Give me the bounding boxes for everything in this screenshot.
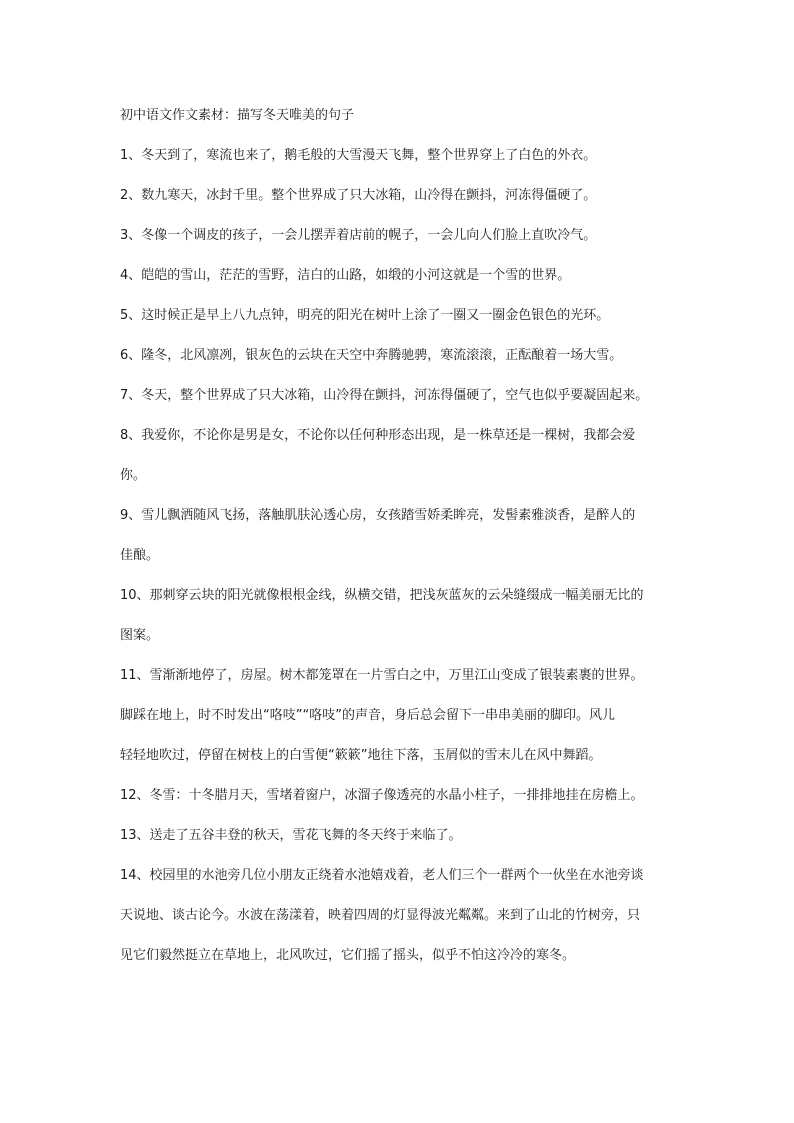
text-line: 4、皑皑的雪山，茫茫的雪野，洁白的山路，如缎的小河这就是一个雪的世界。 [120,268,571,283]
text-line: 12、冬雪：十冬腊月天，雪堵着窗户，冰溜子像透亮的水晶小柱子，一排排地挂在房檐上。 [120,788,644,803]
text-line: 6、隆冬，北风凛冽，银灰色的云块在天空中奔腾驰骋，寒流滚滚，正酝酿着一场大雪。 [120,348,623,363]
text-line: 脚踩在地上，时不时发出“咯吱”“咯吱”的声音，身后总会留下一串串美丽的脚印。风儿 [120,708,615,723]
document-title: 初中语文作文素材：描写冬天唯美的句子 [120,108,355,123]
text-line: 见它们毅然挺立在草地上，北风吹过，它们摇了摇头，似乎不怕这冷冷的寒冬。 [120,948,576,963]
text-line: 7、冬天，整个世界成了只大冰箱，山冷得在颤抖，河冻得僵硬了，空气也似乎要凝固起来。 [120,388,649,403]
text-line: 佳酿。 [120,548,160,563]
text-line: 你。 [120,468,147,483]
text-line: 天说地、谈古论今。水波在荡漾着，映着四周的灯显得波光粼粼。来到了山北的竹树旁，只 [120,908,641,923]
text-line: 图案。 [120,628,160,643]
text-line: 1、冬天到了，寒流也来了，鹅毛般的大雪漫天飞舞，整个世界穿上了白色的外衣。 [120,148,597,163]
text-line: 3、冬像一个调皮的孩子，一会儿摆弄着店前的幌子，一会儿向人们脸上直吹冷气。 [120,228,597,243]
text-line: 9、雪儿飘洒随风飞扬，落触肌肤沁透心房，女孩踏雪娇柔眸亮，发髻素雅淡香，是醉人的 [120,508,636,523]
document-body [120,106,690,986]
text-line: 8、我爱你，不论你是男是女，不论你以任何种形态出现，是一株草还是一棵树，我都会爱 [120,428,636,443]
text-line: 10、那刺穿云块的阳光就像根根金线，纵横交错，把浅灰蓝灰的云朵缝缀成一幅美丽无比的 [120,588,644,603]
text-line: 14、校园里的水池旁几位小朋友正绕着水池嬉戏着，老人们三个一群两个一伙坐在水池旁谈 [120,868,644,883]
text-line: 5、这时候正是早上八九点钟，明亮的阳光在树叶上涂了一圈又一圈金色银色的光环。 [120,308,610,323]
text-line: 13、送走了五谷丰登的秋天，雪花飞舞的冬天终于来临了。 [120,828,462,843]
text-line: 2、数九寒天，冰封千里。整个世界成了只大冰箱，山冷得在颤抖，河冻得僵硬了。 [120,188,597,203]
text-line: 轻轻地吹过，停留在树枝上的白雪便“簌簌”地往下落，玉屑似的雪末儿在风中舞蹈。 [120,748,602,763]
text-line: 11、雪渐渐地停了，房屋。树木都笼罩在一片雪白之中，万里江山变成了银装素裹的世界。 [120,668,644,683]
